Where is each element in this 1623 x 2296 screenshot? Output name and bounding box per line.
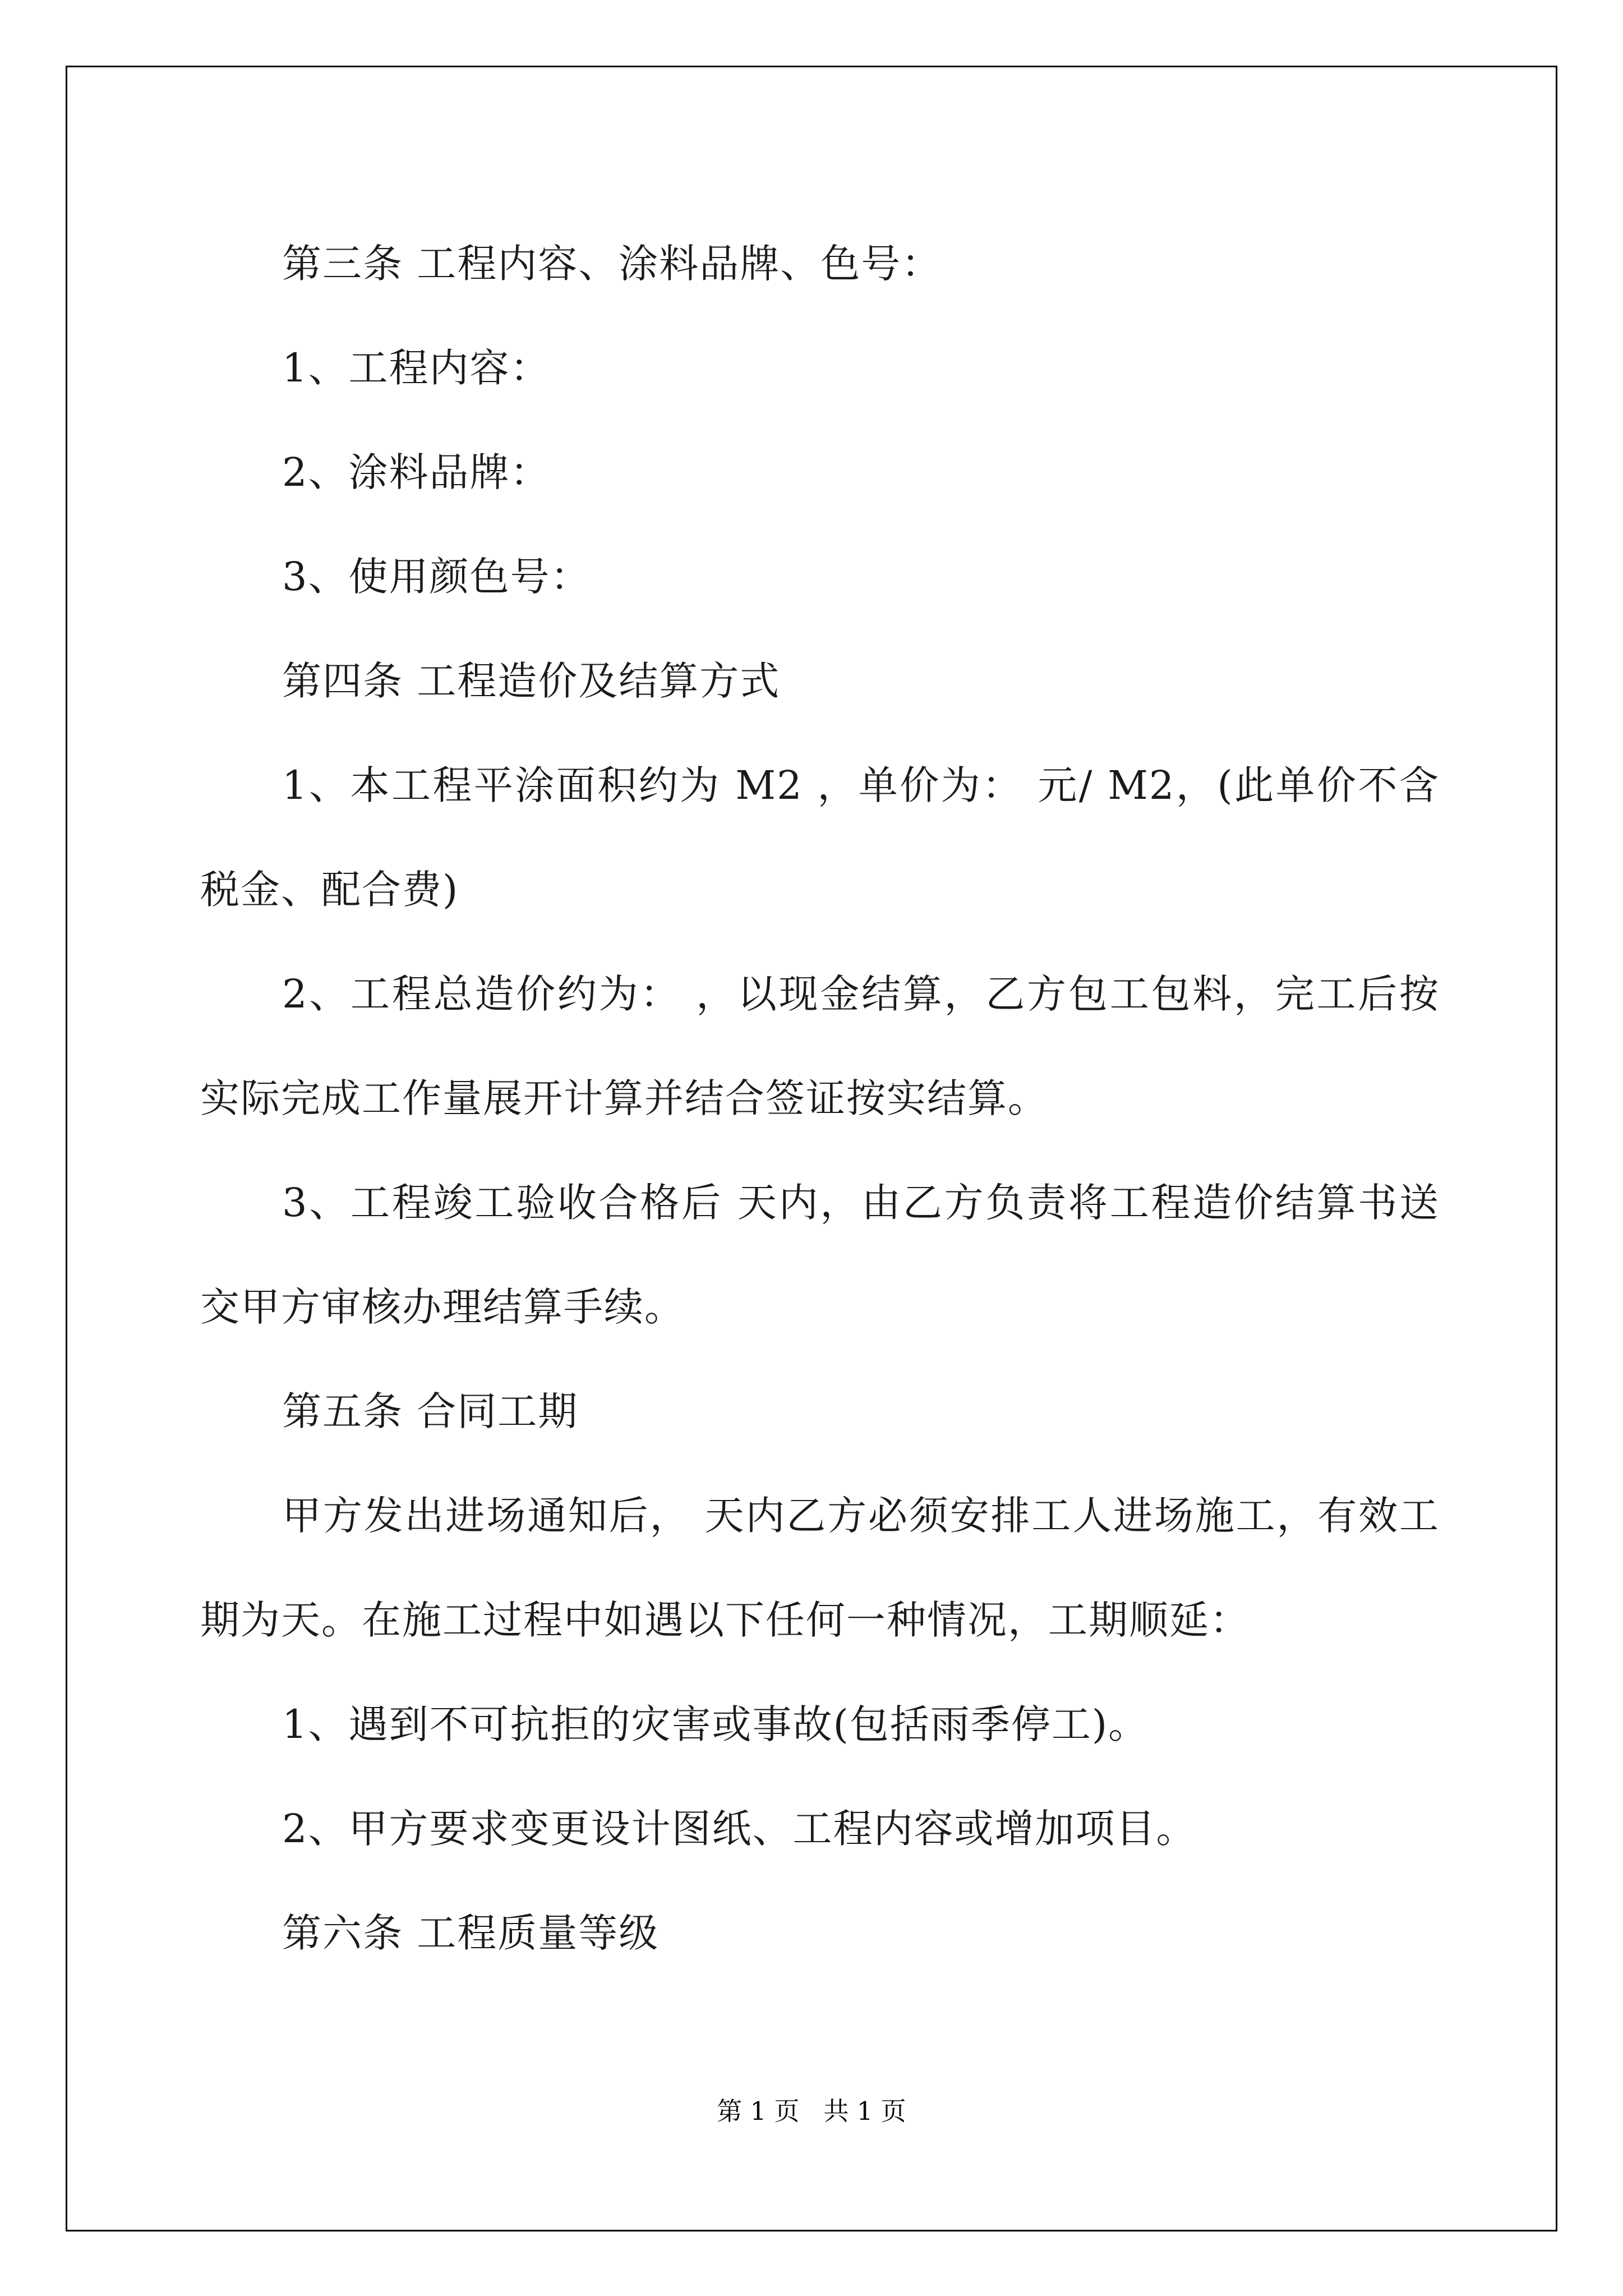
article-4-item-1: 1、本工程平涂面积约为 M2 ，单价为： 元/ M2，(此单价不含税金、配合费) (200, 762, 1440, 913)
article-5-item-1: 1、遇到不可抗拒的灾害或事故(包括雨季停工)。 (282, 1701, 1149, 1747)
article-4-item-3: 3、工程竣工验收合格后 天内，由乙方负责将工程造价结算书送交甲方审核办理结算手续。 (200, 1180, 1440, 1330)
document-body (200, 211, 1440, 1985)
article-3-item-2: 2、涂料品牌： (282, 449, 551, 495)
article-4-heading: 第四条 工程造价及结算方式 (282, 658, 781, 704)
article-3-heading: 第三条 工程内容、涂料品牌、色号： (282, 241, 942, 287)
article-6-heading: 第六条 工程质量等级 (282, 1910, 660, 1956)
article-4-item-2: 2、工程总造价约为： ，以现金结算，乙方包工包料，完工后按实际完成工作量展开计算并结合签证按实结算。 (200, 971, 1440, 1121)
article-5-body: 甲方发出进场通知后， 天内乙方必须安排工人进场施工，有效工期为天。在施工过程中如遇以下任何一种情况，工期顺延： (200, 1493, 1440, 1643)
article-5-heading: 第五条 合同工期 (282, 1388, 579, 1434)
article-5-item-2: 2、甲方要求变更设计图纸、工程内容或增加项目。 (282, 1806, 1197, 1852)
page-number-footer: 第 1 页 共 1 页 (717, 2096, 906, 2126)
article-3-item-1: 1、工程内容： (282, 345, 551, 391)
article-3-item-3: 3、使用颜色号： (282, 554, 591, 600)
